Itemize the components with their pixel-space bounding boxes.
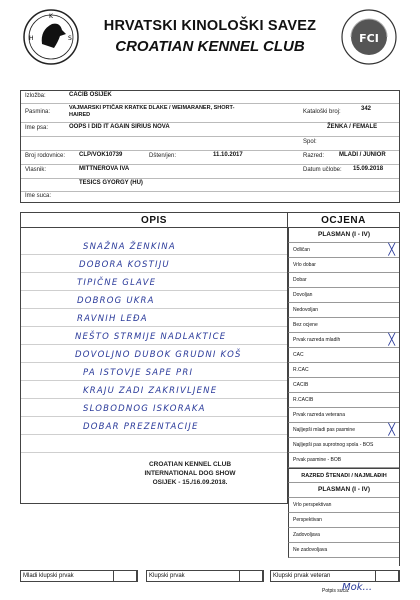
row-sudac xyxy=(21,179,399,192)
stamp-line-3: OSIJEK - 15./16.09.2018. xyxy=(152,479,228,486)
logo-letter-h: H xyxy=(29,35,34,42)
row-ime-psa xyxy=(21,123,399,137)
grade-label: Odličan xyxy=(293,247,310,253)
klupski-prvak-veteran-field[interactable] xyxy=(270,570,400,582)
grade-row[interactable] xyxy=(288,258,399,273)
stamp-line-1: CROATIAN KENNEL CLUB xyxy=(148,461,232,468)
checkbox[interactable] xyxy=(239,570,263,582)
row-rodovnik xyxy=(21,151,399,165)
katalog-value: 342 xyxy=(361,106,372,112)
grade-label: Dobar xyxy=(293,277,307,283)
sudac-value: TESICS GYORGY (HU) xyxy=(79,180,143,186)
judge-signature: Mok... xyxy=(342,582,373,593)
ruled-line xyxy=(21,344,287,345)
show-stamp xyxy=(100,460,280,487)
ruled-line xyxy=(21,452,287,453)
ruled-line xyxy=(21,398,287,399)
ruled-line xyxy=(21,326,287,327)
grade-label: CACIB xyxy=(293,382,309,388)
grade-row[interactable] xyxy=(288,243,399,258)
klupski-prvak-field[interactable] xyxy=(146,570,264,582)
opis-heading: OPIS xyxy=(20,212,288,228)
datum-value: 11.10.2017 xyxy=(213,152,243,158)
fci-text: FCI xyxy=(359,32,379,45)
opis-line: DOBAR PREZENTACIJE xyxy=(83,422,199,432)
logo-letter-k: K xyxy=(49,13,53,20)
ruled-line xyxy=(21,272,287,273)
opis-line: KRAJU ZADI ZAKRIVLJENE xyxy=(83,386,218,396)
grade-label: R.CACIB xyxy=(293,397,314,403)
grade-row[interactable] xyxy=(288,348,399,363)
dog-info-box xyxy=(20,90,400,203)
rodovnik-value: CLP/VOK10739 xyxy=(79,152,123,158)
grade-row[interactable] xyxy=(288,273,399,288)
grade-row[interactable] xyxy=(288,288,399,303)
grade-row[interactable] xyxy=(288,363,399,378)
grade-label: Vrlo dobar xyxy=(293,262,316,268)
fci-logo xyxy=(340,8,398,66)
org-title-hr: HRVATSKI KINOLOŠKI SAVEZ xyxy=(103,18,317,34)
katalog-label: Kataloški broj: xyxy=(303,109,341,115)
stamp-line-2: INTERNATIONAL DOG SHOW xyxy=(144,470,236,477)
grade-label: Nedovoljan xyxy=(293,307,319,313)
grade-label: CAC xyxy=(293,352,304,358)
ruled-line xyxy=(21,290,287,291)
grade-label: Prvak razreda mladih xyxy=(293,337,341,343)
ime-psa-label: Ime psa: xyxy=(25,125,49,131)
grade-label: Prvak razreda veterana xyxy=(293,412,345,418)
grade-label: Bez ocjene xyxy=(293,322,318,328)
potpis-label: Potpis suca: xyxy=(322,588,350,594)
razred-label: Razred: xyxy=(303,153,325,159)
grade-row[interactable] xyxy=(288,498,399,513)
logo-letter-s: S xyxy=(68,35,72,42)
datum-ucl-value: 15.09.2018 xyxy=(353,166,384,172)
grade-label: Najljepši mladi pas pasmine xyxy=(293,427,355,433)
checkbox[interactable] xyxy=(113,570,137,582)
grade-row[interactable] xyxy=(288,333,399,348)
spol-value: ŽENKA / FEMALE xyxy=(327,124,378,130)
grade-row[interactable] xyxy=(288,303,399,318)
ocjena-area xyxy=(288,228,400,566)
org-title-en: CROATIAN KENNEL CLUB xyxy=(115,38,305,55)
opis-line: DOVOLJNO DUBOK GRUDNI KOŠ xyxy=(75,350,242,360)
x-mark-icon: ╳ xyxy=(388,244,395,256)
mladi-label: Mladi klupski prvak xyxy=(23,573,74,579)
razred-value: MLADI / JUNIOR xyxy=(339,152,386,158)
pasmina-value: VAJMARSKI PTIČAR KRATKE DLAKE / WEIMARANER, SHORT-HAIRED xyxy=(69,105,235,118)
vlasnik-value: MITTNEROVA IVA xyxy=(79,166,130,172)
opis-line: SNAŽNA ŽENKINA xyxy=(83,242,176,252)
ocjena-heading: OCJENA xyxy=(288,212,400,228)
mladi-klupski-prvak-field[interactable] xyxy=(20,570,138,582)
grade-label: Perspektivan xyxy=(293,517,322,523)
opis-line: RAVNIH LEĐA xyxy=(77,314,148,324)
ruled-line xyxy=(21,416,287,417)
grade-row[interactable] xyxy=(288,513,399,528)
veteran-label: Klupski prvak veteran xyxy=(273,573,331,579)
grade-row[interactable] xyxy=(288,438,399,453)
x-mark-icon: ╳ xyxy=(388,334,395,346)
sudac-label: Ime suca: xyxy=(25,193,52,199)
ruled-line xyxy=(21,254,287,255)
ruled-line xyxy=(21,380,287,381)
grade-label: R.CAC xyxy=(293,367,309,373)
spol-label: Spol: xyxy=(303,139,317,145)
rodovnik-label: Broj rodovnice: xyxy=(25,153,66,159)
row-izlozba xyxy=(21,91,399,104)
plasman-header: PLASMAN (I - IV) xyxy=(288,228,399,243)
datum-label: Dšten/jen: xyxy=(149,153,177,159)
ruled-line xyxy=(21,434,287,435)
izlozba-label: Izložba: xyxy=(25,93,46,99)
pasmina-label: Pasmina: xyxy=(25,109,51,115)
grade-label: Vrlo perspektivan xyxy=(293,502,332,508)
opis-line: NEŠTO STRMIJE NADLAKTICE xyxy=(75,332,227,342)
row-spol xyxy=(21,137,399,151)
checkbox[interactable] xyxy=(375,570,399,582)
grade-label: Zadovoljava xyxy=(293,532,320,538)
ruled-line xyxy=(21,362,287,363)
grade-row[interactable] xyxy=(288,528,399,543)
grade-row[interactable] xyxy=(288,318,399,333)
row-vlasnik xyxy=(21,165,399,179)
row-sudac-label xyxy=(21,192,399,204)
opis-line: TIPIČNE GLAVE xyxy=(77,278,157,288)
x-mark-icon: ╳ xyxy=(388,424,395,436)
grade-label: Dovoljan xyxy=(293,292,313,298)
hks-logo xyxy=(22,8,80,66)
ruled-line xyxy=(21,308,287,309)
datum-ucl-label: Datum učlobe: xyxy=(303,167,342,173)
grade-label: Prvak pasmine - BOB xyxy=(293,457,342,463)
grade-label: Najljepši pas suprotnog spola - BOS xyxy=(293,442,374,448)
opis-line: DOBROG UKRA xyxy=(77,296,155,306)
izlozba-value: CACIB OSIJEK xyxy=(69,92,112,98)
grade-row[interactable] xyxy=(288,393,399,408)
grade-row[interactable] xyxy=(288,408,399,423)
plasman2-header: PLASMAN (I - IV) xyxy=(288,483,399,498)
razred-stenadi-header: RAZRED ŠTENADI / NAJMLAĐIH xyxy=(288,468,399,483)
opis-line: DOBORA KOSTIJU xyxy=(79,260,170,270)
grade-row[interactable] xyxy=(288,453,399,468)
row-pasmina xyxy=(21,104,399,123)
ime-psa-value: OOPS I DID IT AGAIN SIRIUS NOVA xyxy=(69,124,170,130)
opis-line: SLOBODNOG ISKORAKA xyxy=(83,404,206,414)
grade-row[interactable] xyxy=(288,423,399,438)
grade-label: Ne zadovoljava xyxy=(293,547,328,553)
opis-line: PA ISTOVJE SAPE PRI xyxy=(83,368,194,378)
grade-row[interactable] xyxy=(288,378,399,393)
vlasnik-label: Vlasnik: xyxy=(25,167,47,173)
grade-row[interactable] xyxy=(288,543,399,558)
klupski-label: Klupski prvak xyxy=(149,573,185,579)
